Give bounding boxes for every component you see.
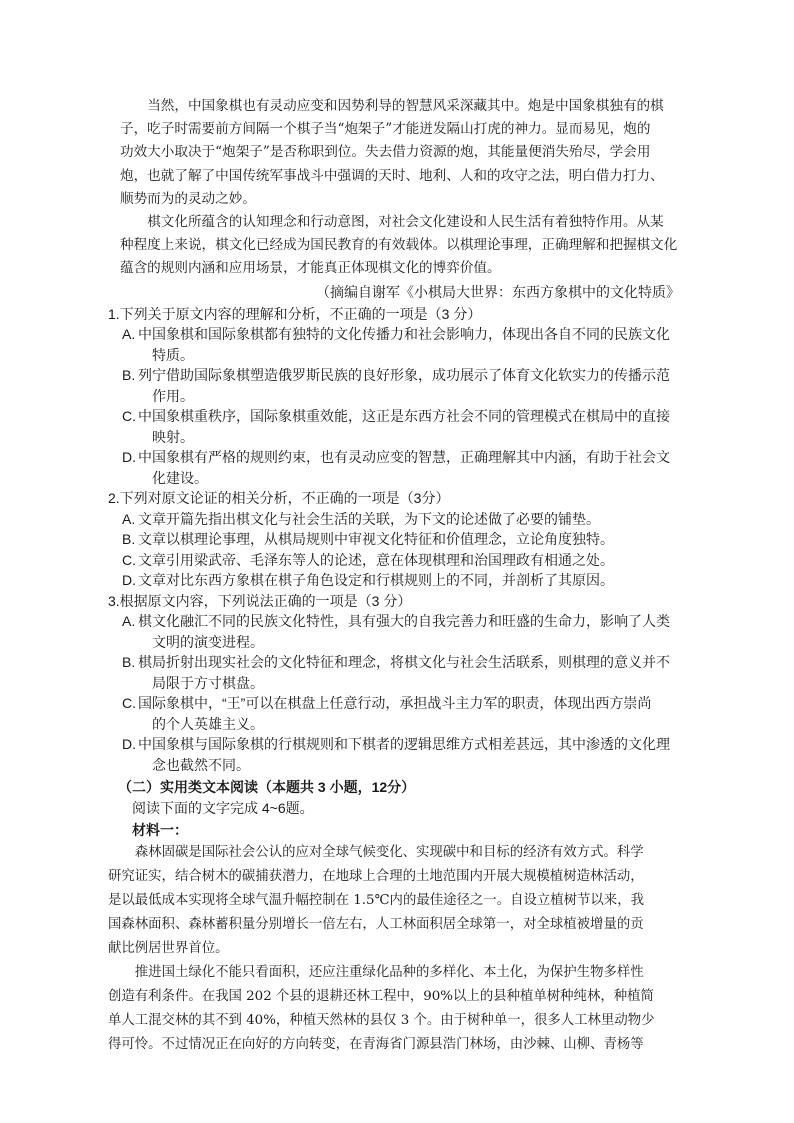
option-text: 中国象棋与国际象棋的行棋规则和下棋者的逻辑思维方式相差甚远，其中渗透的文化理 bbox=[138, 736, 670, 753]
option-text: 列宁借助国际象棋塑造俄罗斯民族的良好形象，成功展示了体育文化软实力的传播示范 bbox=[138, 367, 670, 384]
material-label: 材料一： bbox=[132, 822, 188, 839]
text-line: 蕴含的规则内涵和应用场景，才能真正体现棋文化的博弈价值。 bbox=[120, 260, 501, 277]
option-b[interactable] bbox=[122, 529, 690, 550]
question-stem: 2.下列对原文论证的相关分析，不正确的一项是（3分） bbox=[108, 490, 450, 507]
option-text: 棋局折射出现实社会的文化特征和理念，将棋文化与社会生活联系，则棋理的意义并不 bbox=[138, 654, 670, 671]
text-line: 是以最低成本实现将全球气温升幅控制在 1.5℃内的最佳途径之一。自设立植树节以来，我 bbox=[108, 893, 644, 909]
option-letter: B. bbox=[122, 367, 136, 384]
text-line: 献比例居世界首位。 bbox=[108, 941, 229, 957]
option-text: 文章对比东西方象棋在棋子角色设定和行棋规则上的不同，并剖析了其原因。 bbox=[138, 572, 614, 589]
option-text: 文章以棋理论事理，从棋局规则中审视文化特征和价值理念，立论角度独特。 bbox=[138, 531, 614, 548]
option-letter: D. bbox=[122, 736, 136, 753]
text-line: 国森林面积、森林蓄积量分别增长一倍左右，人工林面积居全球第一，对全球植被增量的贡 bbox=[108, 917, 644, 933]
option-letter: B. bbox=[122, 531, 136, 548]
question-3 bbox=[108, 591, 690, 776]
option-letter: B. bbox=[122, 654, 136, 671]
option-letter: C. bbox=[122, 551, 136, 568]
option-letter: D. bbox=[122, 449, 136, 466]
text-line: 创造有利条件。在我国 202 个县的退耕还林工程中，90%以上的县种植单树种纯林，种植简 bbox=[108, 989, 654, 1005]
option-letter: A. bbox=[122, 510, 136, 527]
passage1-paragraph-2 bbox=[120, 211, 690, 281]
passage-source: （摘编自谢军《小棋局大世界：东西方象棋中的文化特质》 bbox=[316, 283, 680, 300]
question-stem: 1.下列关于原文内容的理解和分析，不正确的一项是（3 分） bbox=[108, 305, 482, 322]
question-stem: 3.根据原文内容，下列说法正确的一项是（3 分） bbox=[108, 592, 412, 609]
section-instruction: 阅读下面的文字完成 4~6题。 bbox=[132, 800, 314, 817]
content-column bbox=[108, 95, 690, 1057]
option-text-cont: 特质。 bbox=[152, 346, 194, 363]
option-letter: A. bbox=[122, 613, 136, 630]
option-text-cont: 的个人英雄主义。 bbox=[152, 715, 264, 732]
text-line: 单人工混交林的其不到 40%，种植天然林的县仅 3 个。由于树种单一，很多人工林里动物少 bbox=[108, 1013, 655, 1029]
option-text: 文章开篇先指出棋文化与社会生活的关联，为下文的论述做了必要的铺垫。 bbox=[138, 510, 600, 527]
option-d[interactable] bbox=[122, 570, 690, 591]
option-letter: C. bbox=[122, 408, 136, 425]
option-letter: A. bbox=[122, 326, 136, 343]
text-line: 种程度上来说，棋文化已经成为国民教育的有效载体。以棋理论事理，正确理解和把握棋文化 bbox=[120, 237, 678, 254]
option-text: 中国象棋重秩序，国际象棋重效能，这正是东西方社会不同的管理模式在棋局中的直接 bbox=[138, 408, 670, 425]
text-line: 森林固碳是国际社会公认的应对全球气候变化、实现碳中和目标的经济有效方式。科学 bbox=[134, 845, 644, 861]
material1-paragraph-1 bbox=[108, 841, 690, 961]
option-text-cont: 念也截然不同。 bbox=[152, 756, 250, 773]
option-b[interactable] bbox=[122, 652, 690, 693]
option-letter: C. bbox=[122, 695, 136, 712]
option-text-cont: 作用。 bbox=[152, 387, 194, 404]
text-line: 子，吃子时需要前方间隔一个棋子当“炮架子”才能迸发隔山打虎的神力。显而易见，炮的 bbox=[120, 121, 651, 138]
option-text: 文章引用梁武帝、毛泽东等人的论述，意在体现棋理和治国理政有相通之处。 bbox=[138, 551, 614, 568]
text-line: 顺势而为的灵动之妙。 bbox=[120, 190, 256, 207]
option-text-cont: 文明的演变进程。 bbox=[152, 633, 264, 650]
option-text: 国际象棋中，“王”可以在棋盘上任意行动，承担战斗主力军的职责，体现出西方崇尚 bbox=[138, 695, 652, 712]
text-line: 推进国土绿化不能只看面积，还应注重绿化品种的多样化、本土化，为保护生物多样性 bbox=[134, 965, 644, 981]
text-line: 当然，中国象棋也有灵动应变和因势利导的智慧风采深藏其中。炮是中国象棋独有的棋 bbox=[147, 98, 664, 114]
option-a[interactable] bbox=[122, 509, 690, 530]
material1-paragraph-2 bbox=[108, 961, 690, 1057]
option-d[interactable] bbox=[122, 447, 690, 488]
option-c[interactable] bbox=[122, 406, 690, 447]
text-line: 棋文化所蕴含的认知理念和行动意图，对社会文化建设和人民生活有着独特作用。从某 bbox=[147, 214, 664, 231]
option-a[interactable] bbox=[122, 611, 690, 652]
option-letter: D. bbox=[122, 572, 136, 589]
option-text-cont: 映射。 bbox=[152, 428, 194, 445]
option-c[interactable] bbox=[122, 693, 690, 734]
option-text: 棋文化融汇不同的民族文化特性，具有强大的自我完善力和旺盛的生命力，影响了人类 bbox=[138, 613, 670, 630]
question-1 bbox=[108, 304, 690, 489]
option-d[interactable] bbox=[122, 734, 690, 775]
text-line: 炮，也就了解了中国传统军事战斗中强调的天时、地利、人和的攻守之法，明白借力打力、 bbox=[120, 167, 664, 184]
option-text: 中国象棋有严格的规则约束，也有灵动应变的智慧，正确理解其中内涵，有助于社会文 bbox=[138, 449, 670, 466]
text-line: 功效大小取决于“炮架子”是否称职到位。失去借力资源的炮，其能量便消失殆尽，学会用 bbox=[120, 144, 651, 161]
section-heading: （二）实用类文本阅读（本题共 3 小题，12分） bbox=[118, 779, 416, 796]
option-c[interactable] bbox=[122, 550, 690, 571]
option-text-cont: 局限于方寸棋盘。 bbox=[152, 674, 264, 691]
passage1-paragraph-1 bbox=[120, 95, 690, 211]
option-text: 中国象棋和国际象棋都有独特的文化传播力和社会影响力，体现出各自不同的民族文化 bbox=[138, 326, 670, 343]
option-b[interactable] bbox=[122, 365, 690, 406]
question-2 bbox=[108, 488, 690, 591]
option-text-cont: 化建设。 bbox=[152, 469, 208, 486]
option-a[interactable] bbox=[122, 324, 690, 365]
text-line: 研究证实，结合树木的碳捕获潜力，在地球上合理的土地范围内开展大规模植树造林活动， bbox=[108, 869, 644, 885]
text-line: 得可怜。不过情况正在向好的方向转变，在青海省门源县浩门林场，由沙棘、山柳、青杨等 bbox=[108, 1037, 644, 1053]
